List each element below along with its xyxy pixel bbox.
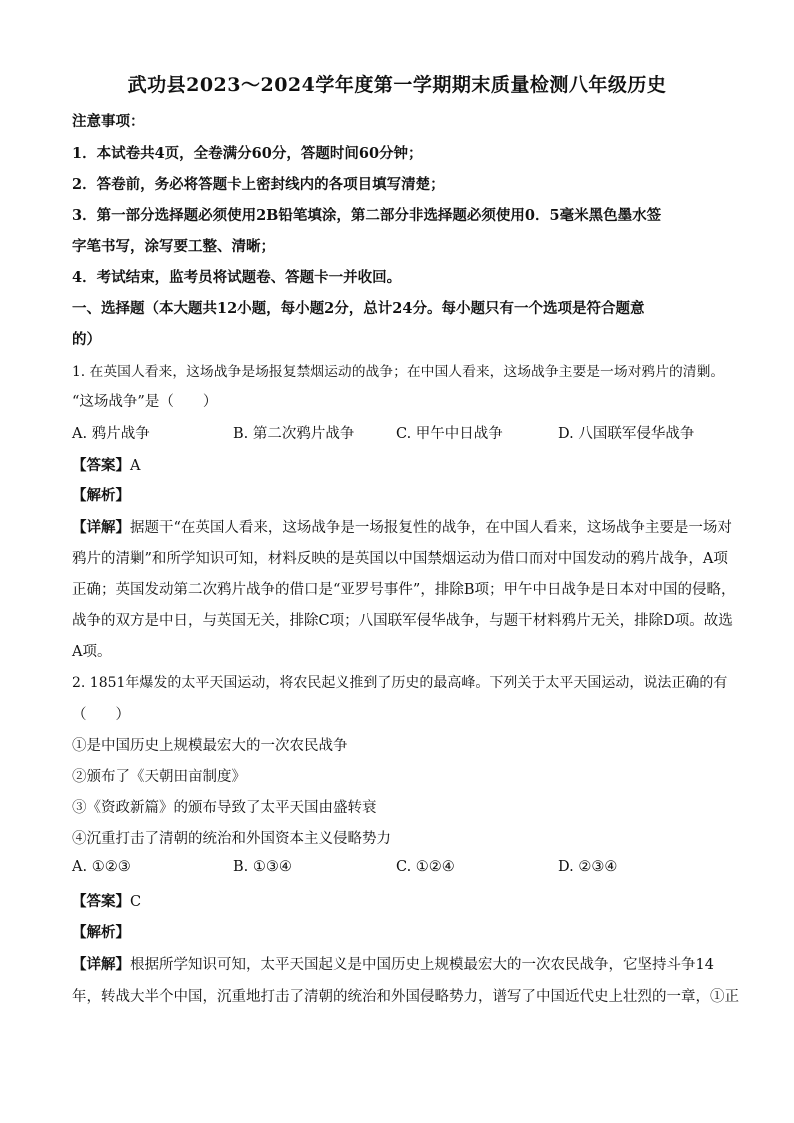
detail-tag: 【详解】 — [72, 519, 130, 536]
note-item-3-continued: 字笔书写，涂写要工整、清晰； — [72, 238, 275, 255]
q1-detail-line-4: 战争的双方是中日，与英国无关，排除C项；八国联军侵华战争，与题干材料鸦片无关，排除D项。故选 — [72, 613, 733, 629]
q1-stem: 1. 在英国人看来，这场战争是场报复禁烟运动的战争；在中国人看来，这场战争主要是一场对鸦片的清剿。 — [72, 364, 725, 380]
q1-detail-line-1 — [72, 516, 732, 537]
answer-value: A — [130, 458, 141, 474]
q2-statement-3: ③《资政新篇》的颁布导致了太平天国由盛转衰 — [72, 800, 377, 816]
q2-option-d: D. ②③④ — [558, 859, 618, 875]
detail-text: 根据所学知识可知，太平天国起义是中国历史上规模最宏大的一次农民战争，它坚持斗争14 — [130, 957, 714, 973]
notes-heading: 注意事项： — [72, 113, 145, 130]
note-item-4: 4．考试结束，监考员将试题卷、答题卡一并收回。 — [72, 269, 402, 286]
q2-statement-1: ①是中国历史上规模最宏大的一次农民战争 — [72, 738, 348, 754]
q1-detail-line-2: 鸦片的清剿”和所学知识可知，材料反映的是英国以中国禁烟运动为借口而对中国发动的鸦片战争，A项 — [72, 551, 728, 567]
section-heading-continued: 的） — [72, 331, 101, 348]
note-item-1: 1．本试卷共4页，全卷满分60分，答题时间60分钟； — [72, 145, 423, 162]
q1-stem-continued: “这场战争”是（ ） — [72, 394, 218, 410]
q2-stem-continued: （ ） — [72, 707, 130, 723]
q2-detail-line-1 — [72, 953, 732, 974]
answer-value: C — [130, 894, 142, 910]
answer-tag: 【答案】 — [72, 457, 130, 474]
exam-title: 武功县2023～2024学年度第一学期期末质量检测八年级历史 — [127, 74, 667, 96]
q2-option-a: A. ①②③ — [72, 859, 131, 875]
q1-analysis-tag: 【解析】 — [72, 487, 130, 504]
section-heading: 一、选择题（本大题共12小题，每小题2分，总计24分。每小题只有一个选项是符合题意 — [72, 300, 645, 317]
q1-option-d: D. 八国联军侵华战争 — [558, 426, 695, 442]
q1-option-c: C. 甲午中日战争 — [396, 426, 503, 442]
q1-detail-line-5: A项。 — [72, 644, 112, 660]
q1-detail-line-3: 正确；英国发动第二次鸦片战争的借口是“亚罗号事件”，排除B项；甲午中日战争是日本对中国的侵略， — [72, 582, 736, 598]
q2-option-b: B. ①③④ — [233, 859, 292, 875]
detail-tag: 【详解】 — [72, 956, 130, 973]
q1-answer — [72, 454, 732, 475]
q2-statement-2: ②颁布了《天朝田亩制度》 — [72, 769, 246, 785]
q1-option-b: B. 第二次鸦片战争 — [233, 426, 355, 442]
detail-text: 据题干“在英国人看来，这场战争是一场报复性的战争，在中国人看来，这场战争主要是一场对 — [130, 520, 732, 536]
q2-option-c: C. ①②④ — [396, 859, 455, 875]
answer-tag: 【答案】 — [72, 893, 130, 910]
q1-option-a: A. 鸦片战争 — [72, 426, 150, 442]
q2-stem: 2. 1851年爆发的太平天国运动，将农民起义推到了历史的最高峰。下列关于太平天国运动，说法正确的有 — [72, 675, 728, 691]
note-item-2: 2．答卷前，务必将答题卡上密封线内的各项目填写清楚； — [72, 176, 445, 193]
q2-statement-4: ④沉重打击了清朝的统治和外国资本主义侵略势力 — [72, 831, 391, 847]
q2-analysis-tag: 【解析】 — [72, 924, 130, 941]
q2-answer — [72, 890, 732, 911]
q2-detail-line-2: 年，转战大半个中国，沉重地打击了清朝的统治和外国侵略势力，谱写了中国近代史上壮烈的一章，①正 — [72, 989, 739, 1005]
note-item-3: 3．第一部分选择题必须使用2B铅笔填涂，第二部分非选择题必须使用0．5毫米黑色墨水签 — [72, 207, 662, 224]
